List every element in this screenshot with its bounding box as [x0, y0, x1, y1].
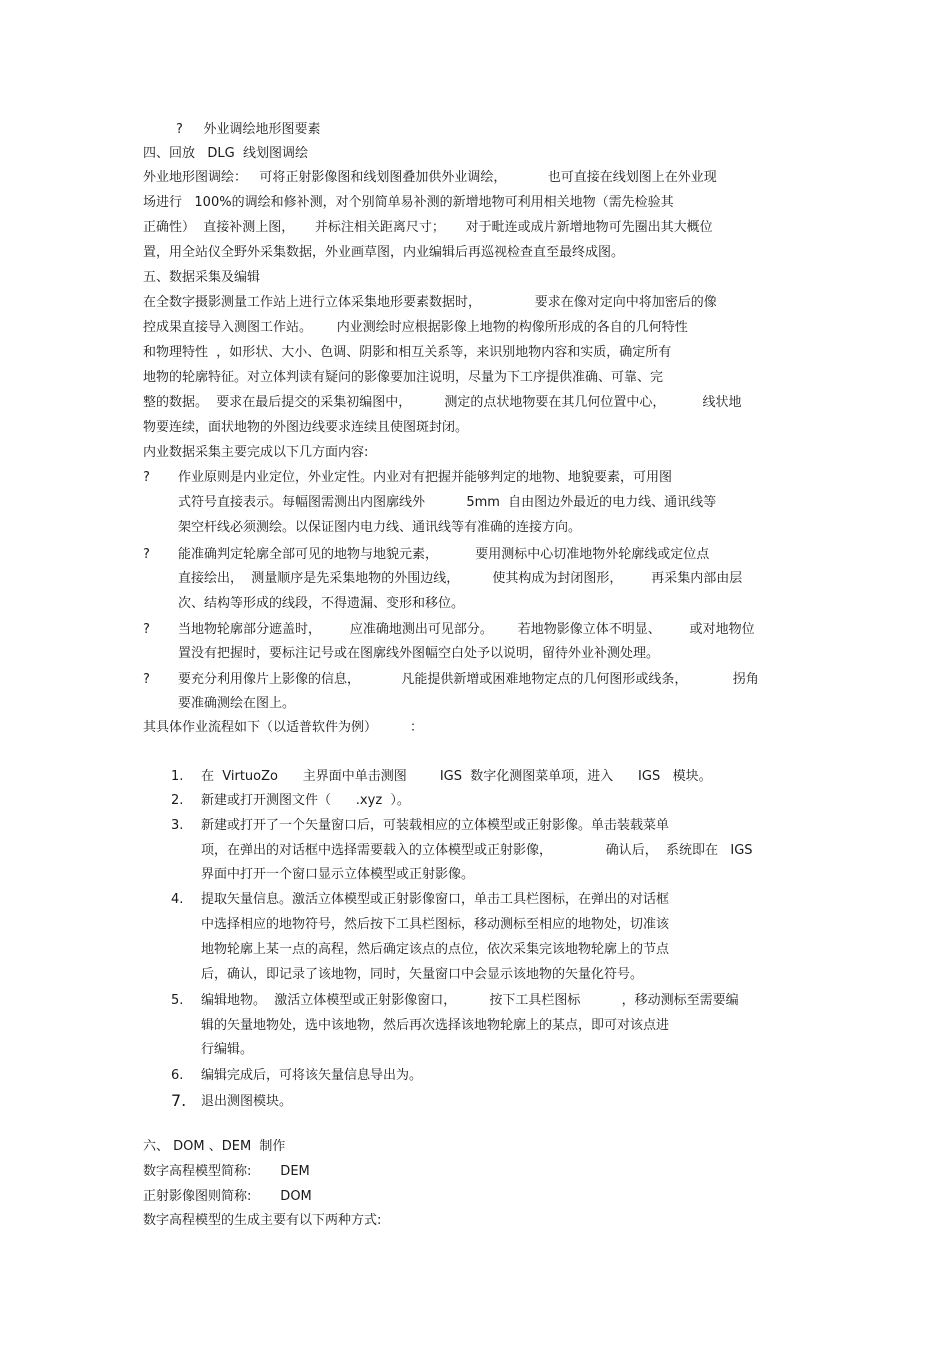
- step-line: 地物轮廓上某一点的高程，然后确定该点的点位，依次采集完该地物轮廓上的节点: [201, 942, 670, 957]
- dom-line: 正射影像图则简称: DOM: [143, 1189, 312, 1204]
- step-line: 退出测图模块。: [201, 1094, 293, 1109]
- collect-intro: 内业数据采集主要完成以下几方面内容:: [143, 445, 369, 460]
- bullet-line: 要充分利用像片上影像的信息， 凡能提供新增或困难地物定点的几何图形或线条， 拐角: [178, 672, 759, 687]
- step-line: 新建或打开了一个矢量窗口后，可装载相应的立体模型或正射影像。单击装载菜单: [201, 818, 670, 833]
- step-line: 在 VirtuoZo 主界面中单击测图 IGS 数字化测图菜单项，进入 IGS 模块。: [201, 769, 712, 784]
- paragraph-line: 和物理特性 ，如形状、大小、色调、阴影和相互关系等，来识别地物内容和实质，确定所有: [143, 345, 672, 360]
- step-line: 界面中打开一个窗口显示立体模型或正射影像。: [201, 867, 475, 882]
- paragraph-line: 物要连续，面状地物的外图边线要求连续且使图斑封闭。: [143, 420, 469, 435]
- paragraph-line: 在全数字摄影测量工作站上进行立体采集地形要素数据时， 要求在像对定向中将加密后的像: [143, 295, 717, 310]
- step-number: 2.: [171, 793, 184, 808]
- bullet-line: 架空杆线必须测绘。以保证图内电力线、通讯线等有准确的连接方向。: [178, 520, 582, 535]
- bullet-line: 式符号直接表示。每幅图需测出内图廓线外 5mm 自由图边外最近的电力线、通讯线等: [178, 495, 717, 510]
- bullet-line: 作业原则是内业定位，外业定性。内业对有把握并能够判定的地物、地貌要素，可用图: [178, 470, 673, 485]
- step-number: 6.: [171, 1068, 184, 1083]
- bullet-line: 置没有把握时，要标注记号或在图廓线外图幅空白处予以说明，留待外业补测处理。: [178, 646, 660, 661]
- heading-section-6: 六、 DOM 、DEM 制作: [143, 1139, 286, 1154]
- dom-line: 数字高程模型简称: DEM: [143, 1164, 310, 1179]
- step-number: 3.: [171, 818, 184, 833]
- heading-section-4: 四、回放 DLG 线划图调绘: [143, 146, 308, 161]
- step-line: 辑的矢量地物处，选中该地物，然后再次选择该地物轮廓上的某点，即可对该点进: [201, 1018, 670, 1033]
- step-line: 编辑完成后，可将该矢量信息导出为。: [201, 1068, 423, 1083]
- paragraph-line: 正确性） 直接补测上图， 并标注相关距离尺寸； 对于毗连或成片新增地物可先圈出其大概位: [143, 220, 713, 235]
- bullet-mark: ?: [143, 672, 150, 687]
- paragraph-line: 外业地形图调绘： 可将正射影像图和线划图叠加供外业调绘， 也可直接在线划图上在外业现: [143, 170, 717, 185]
- step-line: 中选择相应的地物符号，然后按下工具栏图标，移动测标至相应的地物处，切准该: [201, 917, 670, 932]
- bullet-line: 当地物轮廓部分遮盖时， 应准确地测出可见部分。 若地物影像立体不明显、 或对地物位: [178, 622, 755, 637]
- step-line: 行编辑。: [201, 1042, 254, 1057]
- step-number: 4.: [171, 892, 184, 907]
- bullet-line: 能准确判定轮廓全部可见的地物与地貌元素， 要用测标中心切准地物外轮廓线或定位点: [178, 547, 710, 562]
- bullet-outdoor-elements: ? 外业调绘地形图要素: [176, 122, 321, 137]
- paragraph-line: 场进行 100%的调绘和修补测，对个别简单易补测的新增地物可利用相关地物（需先检验其: [143, 195, 674, 210]
- step-number: 1.: [171, 769, 184, 784]
- step-line: 后，确认，即记录了该地物，同时，矢量窗口中会显示该地物的矢量化符号。: [201, 967, 644, 982]
- step-line: 新建或打开测图文件（ .xyz ）。: [201, 793, 410, 808]
- paragraph-line: 控成果直接导入测图工作站。 内业测绘时应根据影像上地物的构像所形成的各自的几何特性: [143, 320, 688, 335]
- bullet-line: 要准确测绘在图上。: [178, 696, 296, 711]
- flow-intro: 其具体作业流程如下（以适普软件为例） ：: [143, 720, 424, 735]
- step-line: 项，在弹出的对话框中选择需要载入的立体模型或正射影像， 确认后， 系统即在 IGS: [201, 843, 753, 858]
- step-number: 5.: [171, 993, 184, 1008]
- bullet-line: 直接绘出， 测量顺序是先采集地物的外围边线， 使其构成为封闭图形， 再采集内部由层: [178, 571, 743, 586]
- step-line: 提取矢量信息。激活立体模型或正射影像窗口，单击工具栏图标，在弹出的对话框: [201, 892, 670, 907]
- step-line: 编辑地物。 激活立体模型或正射影像窗口， 按下工具栏图标 ，移动测标至需要编: [201, 993, 739, 1008]
- bullet-mark: ?: [143, 622, 150, 637]
- paragraph-line: 整的数据。 要求在最后提交的采集初编图中， 测定的点状地物要在其几何位置中心， 线状地: [143, 395, 742, 410]
- bullet-line: 次、结构等形成的线段，不得遗漏、变形和移位。: [178, 596, 465, 611]
- step-number: 7.: [171, 1091, 187, 1110]
- dom-line: 数字高程模型的生成主要有以下两种方式:: [143, 1213, 382, 1228]
- heading-section-5: 五、数据采集及编辑: [143, 270, 261, 285]
- paragraph-line: 地物的轮廓特征。对立体判读有疑问的影像要加注说明，尽量为下工序提供准确、可靠、完: [143, 370, 664, 385]
- bullet-mark: ?: [143, 547, 150, 562]
- paragraph-line: 置，用全站仪全野外采集数据，外业画草图，内业编辑后再巡视检查直至最终成图。: [143, 245, 625, 260]
- bullet-mark: ?: [143, 470, 150, 485]
